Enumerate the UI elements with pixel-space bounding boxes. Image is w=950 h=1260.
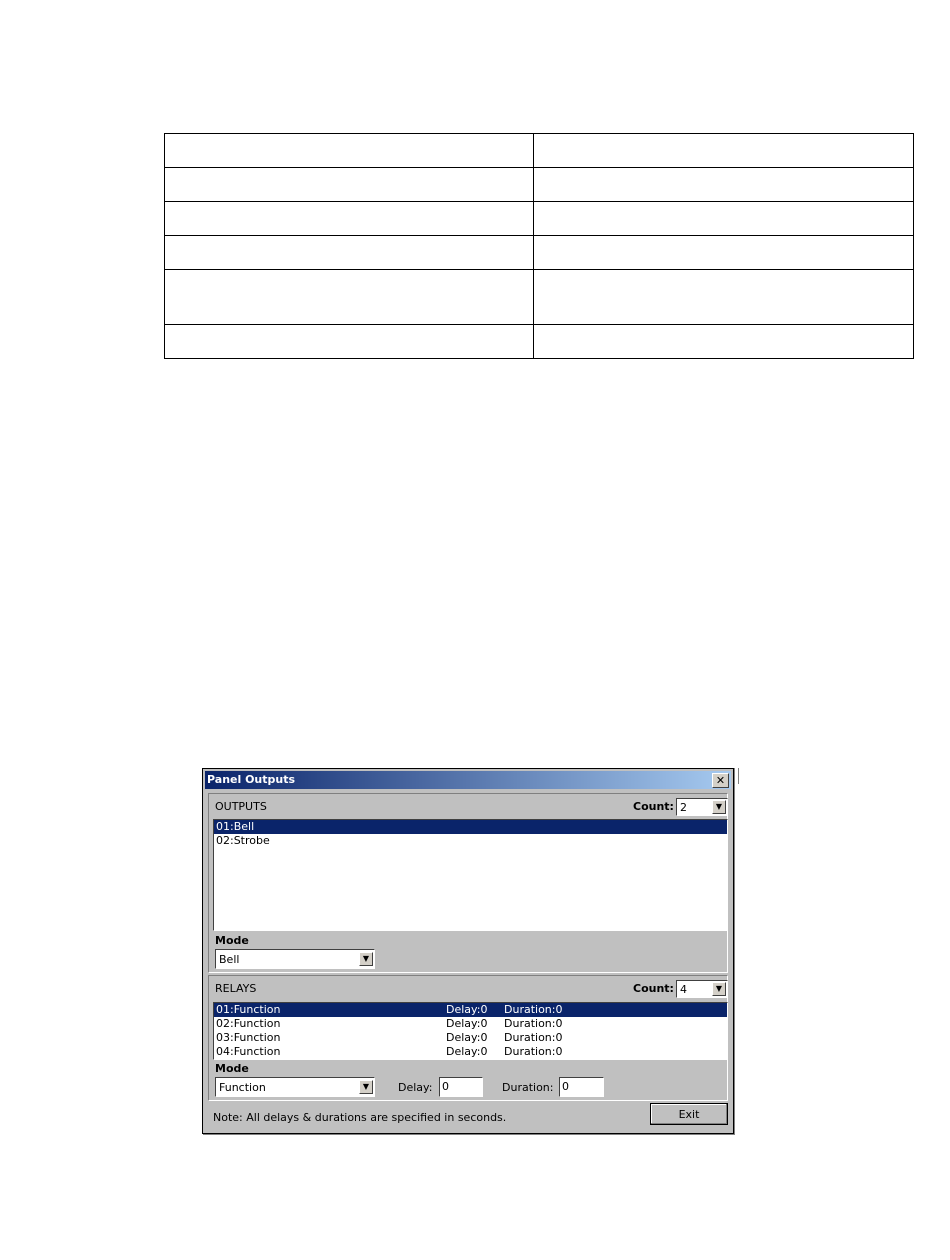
panel-outputs-dialog — [202, 768, 734, 1134]
table-row — [165, 236, 914, 270]
outputs-list[interactable] — [213, 819, 728, 931]
relay-item-duration: Duration:0 — [504, 1045, 563, 1058]
chevron-down-icon[interactable]: ▼ — [712, 800, 726, 814]
relay-item-label: 03:Function — [216, 1031, 281, 1044]
chevron-down-icon[interactable]: ▼ — [712, 982, 726, 996]
relays-mode-label: Mode — [215, 1062, 249, 1075]
outputs-count-value: 2 — [680, 801, 687, 814]
close-button[interactable] — [712, 773, 729, 788]
relays-list[interactable] — [213, 1002, 728, 1060]
window-edge — [734, 768, 739, 784]
outputs-count-select[interactable] — [676, 798, 728, 816]
outputs-mode-select[interactable] — [215, 949, 375, 969]
relays-title: RELAYS — [215, 982, 257, 995]
relay-item-delay: Delay:0 — [446, 1003, 488, 1016]
relays-count-label: Count: — [633, 982, 674, 995]
duration-label: Duration: — [502, 1081, 554, 1094]
relay-item-label: 01:Function — [216, 1003, 281, 1016]
relays-count-select[interactable] — [676, 980, 728, 998]
list-item[interactable] — [214, 1031, 727, 1045]
table-row — [165, 270, 914, 325]
delay-label: Delay: — [398, 1081, 433, 1094]
relay-item-label: 04:Function — [216, 1045, 281, 1058]
table-row — [165, 202, 914, 236]
list-item[interactable] — [214, 1017, 727, 1031]
relays-mode-select[interactable] — [215, 1077, 375, 1097]
list-item[interactable] — [214, 820, 727, 834]
outputs-mode-label: Mode — [215, 934, 249, 947]
relay-item-duration: Duration:0 — [504, 1003, 563, 1016]
relay-item-delay: Delay:0 — [446, 1017, 488, 1030]
chevron-down-icon[interactable]: ▼ — [359, 952, 373, 966]
output-item-label: 01:Bell — [216, 820, 255, 833]
outputs-title: OUTPUTS — [215, 800, 267, 813]
delay-input[interactable]: 0 — [439, 1077, 483, 1097]
exit-button[interactable]: Exit — [650, 1103, 728, 1125]
seconds-note: Note: All delays & durations are specified in seconds. — [213, 1111, 507, 1124]
outputs-mode-value: Bell — [219, 953, 240, 966]
list-item[interactable] — [214, 1045, 727, 1059]
table-row — [165, 134, 914, 168]
title-bar[interactable] — [205, 771, 731, 789]
list-item[interactable] — [214, 1003, 727, 1017]
relays-group — [208, 975, 728, 1101]
duration-input[interactable]: 0 — [559, 1077, 604, 1097]
relay-item-duration: Duration:0 — [504, 1031, 563, 1044]
chevron-down-icon[interactable]: ▼ — [359, 1080, 373, 1094]
relay-item-delay: Delay:0 — [446, 1045, 488, 1058]
outputs-group — [208, 793, 728, 973]
table-row — [165, 168, 914, 202]
table-row — [165, 325, 914, 359]
outputs-count-label: Count: — [633, 800, 674, 813]
relay-item-duration: Duration:0 — [504, 1017, 563, 1030]
relay-item-label: 02:Function — [216, 1017, 281, 1030]
relays-mode-value: Function — [219, 1081, 266, 1094]
dialog-title: Panel Outputs — [207, 773, 296, 786]
relay-item-delay: Delay:0 — [446, 1031, 488, 1044]
relays-count-value: 4 — [680, 983, 687, 996]
output-item-label: 02:Strobe — [216, 834, 270, 847]
empty-document-table — [164, 133, 914, 359]
close-icon: ✕ — [715, 774, 726, 787]
list-item[interactable] — [214, 834, 727, 848]
